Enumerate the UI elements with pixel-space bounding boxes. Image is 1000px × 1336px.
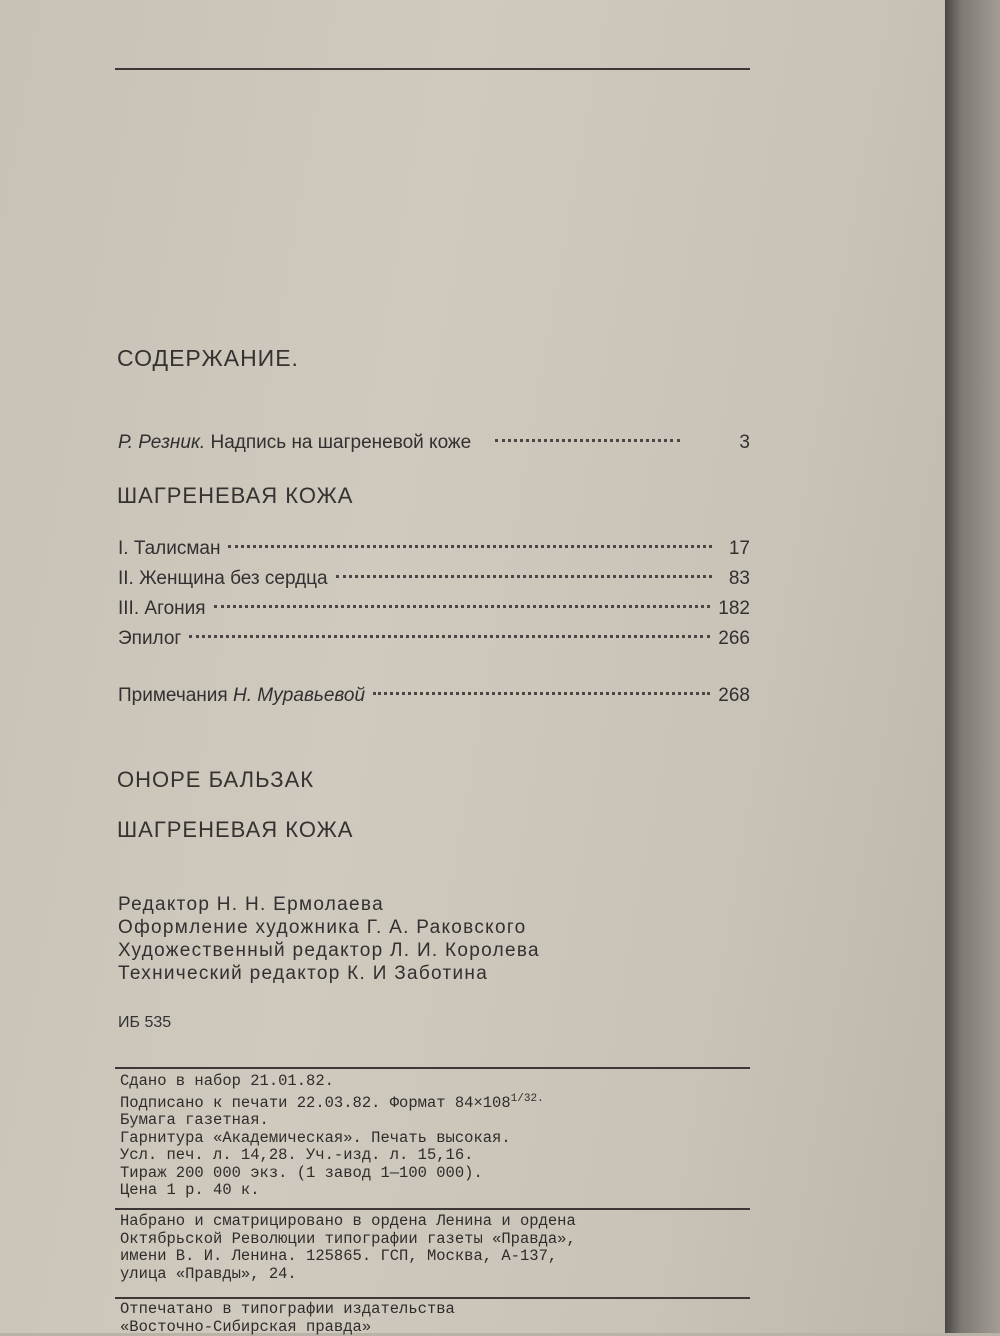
toc-chapter-label: I. Талисман [118,538,220,560]
credits-block [118,893,738,985]
imprint-line: «Восточно-Сибирская правда» [120,1319,760,1336]
page-spine-shadow [945,0,1000,1333]
imprint-line: Гарнитура «Академическая». Печать высокая. [120,1130,760,1148]
imprint-line: Октябрьской Революции типографии газеты «Правда», [120,1231,760,1249]
toc-chapter-label: Эпилог [118,628,181,650]
toc-leader-dots [189,625,710,638]
imprint-line: Бумага газетная. [120,1112,760,1130]
toc-leader-dots [228,535,712,548]
toc-notes-author: Н. Муравьевой [233,685,365,706]
credit-line: Технический редактор К. И Заботина [118,962,738,985]
toc-row-notes[interactable] [118,685,750,715]
imprint-rule [115,1208,750,1210]
toc-notes-title: Примечания [118,685,228,706]
toc-intro-title: Надпись на шагреневой коже [210,432,471,453]
toc-chapter-label: III. Агония [118,598,206,620]
toc-row-chapter[interactable] [118,538,750,568]
toc-notes-label [118,685,365,707]
author-name: ОНОРЕ БАЛЬЗАК [117,767,314,793]
toc-row-chapter[interactable] [118,628,750,658]
imprint-block-production [120,1073,760,1200]
toc-leader-dots [373,682,710,695]
imprint-rule [115,1297,750,1299]
imprint-line: Отпечатано в типографии издательства [120,1301,760,1319]
book-heading: ШАГРЕНЕВАЯ КОЖА [117,483,353,509]
toc-chapter-page: 266 [718,628,750,650]
toc-notes-page: 268 [718,685,750,707]
imprint-line: Усл. печ. л. 14,28. Уч.-изд. л. 15,16. [120,1147,760,1165]
toc-chapter-page: 83 [720,568,750,590]
toc-chapter-page: 182 [718,598,750,620]
format-fraction: 1/32. [511,1093,544,1105]
toc-intro-label [118,432,471,454]
toc-leader-dots [336,565,712,578]
imprint-line: имени В. И. Ленина. 125865. ГСП, Москва, А-137, [120,1248,760,1266]
credit-line: Художественный редактор Л. И. Королева [118,939,738,962]
toc-row-chapter[interactable] [118,568,750,598]
imprint-line: Сдано в набор 21.01.82. [120,1073,760,1091]
imprint-block-printing [120,1301,760,1336]
contents-heading: СОДЕРЖАНИЕ. [117,345,299,372]
toc-leader-dots [214,595,711,608]
imprint-line-format [120,1091,760,1113]
imprint-line: Набрано и сматрицировано в ордена Ленина и ордена [120,1213,760,1231]
toc-row-chapter[interactable] [118,598,750,628]
imprint-line: Тираж 200 000 экз. (1 завод 1—100 000). [120,1165,760,1183]
imprint-rule [115,1067,750,1069]
toc-chapter-label: II. Женщина без сердца [118,568,328,590]
credit-line: Оформление художника Г. А. Раковского [118,916,738,939]
toc-leader-dots [495,429,680,442]
toc-intro-page: 3 [720,432,750,454]
top-rule [115,68,750,70]
imprint-line: Цена 1 р. 40 к. [120,1182,760,1200]
imprint-block-typesetting [120,1213,760,1283]
title-repeat: ШАГРЕНЕВАЯ КОЖА [117,817,353,843]
credit-line: Редактор Н. Н. Ермолаева [118,893,738,916]
imprint-line: Подписано к печати 22.03.82. Формат 84×108 [120,1094,511,1112]
toc-chapter-page: 17 [720,538,750,560]
ib-number: ИБ 535 [118,1014,171,1032]
toc-intro-author: Р. Резник. [118,432,205,453]
imprint-line: улица «Правды», 24. [120,1266,760,1284]
toc-row-intro[interactable] [118,432,750,462]
